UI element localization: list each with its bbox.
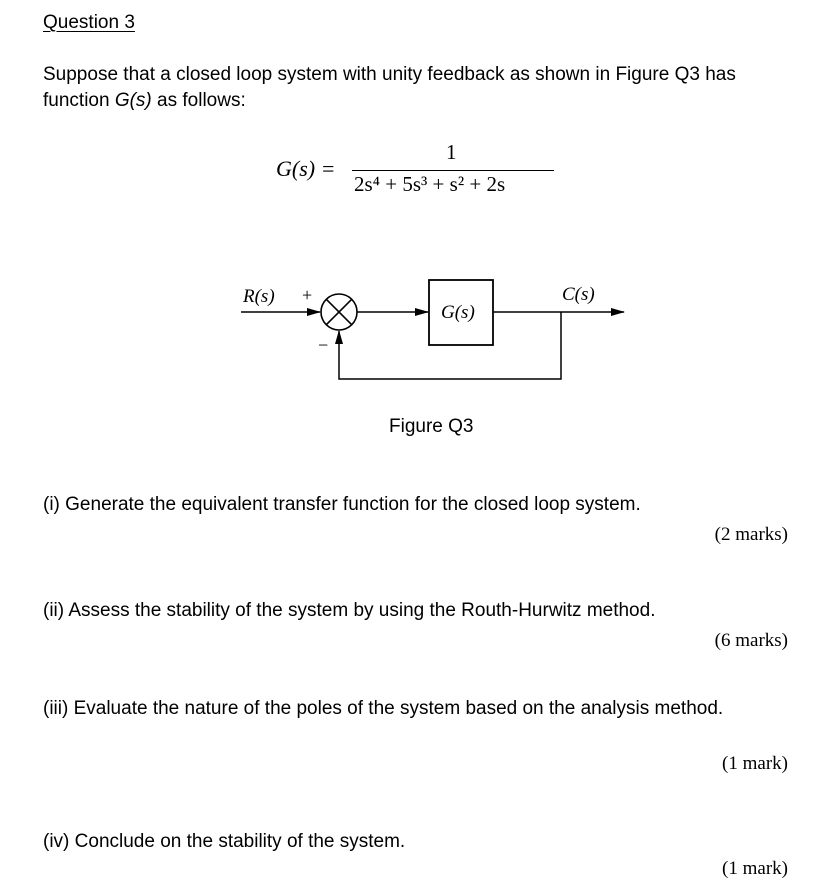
summing-junction <box>321 294 357 330</box>
question-heading: Question 3 <box>43 12 135 33</box>
minus-sign: − <box>318 335 329 355</box>
intro-text-1: Suppose that a closed loop system with unity feedback as shown in Figure Q3 has function <box>43 64 736 111</box>
question-ii-text: (ii) Assess the stability of the system by using the Routh-Hurwitz method. <box>43 600 656 621</box>
equation-numerator: 1 <box>446 140 457 164</box>
equation-lhs: G(s) = <box>276 156 336 181</box>
block-label: G(s) <box>441 302 475 323</box>
question-iii-marks: (1 mark) <box>722 753 788 774</box>
figure-caption: Figure Q3 <box>389 416 474 437</box>
question-i-marks: (2 marks) <box>714 524 788 545</box>
question-iv-text: (iv) Conclude on the stability of the system. <box>43 831 406 852</box>
question-ii-marks: (6 marks) <box>714 630 788 651</box>
input-label: R(s) <box>243 286 275 307</box>
plus-sign: + <box>302 285 313 305</box>
intro-text-2: as follows: <box>151 90 246 111</box>
output-label: C(s) <box>562 284 595 305</box>
equation-denominator: 2s⁴ + 5s³ + s² + 2s <box>354 172 506 196</box>
question-i-text: (i) Generate the equivalent transfer function for the closed loop system. <box>43 494 641 515</box>
question-iii-text: (iii) Evaluate the nature of the poles of the system based on the analysis method. <box>43 698 724 719</box>
question-iv-marks: (1 mark) <box>722 858 788 879</box>
intro-g-symbol: G(s) <box>114 90 152 111</box>
